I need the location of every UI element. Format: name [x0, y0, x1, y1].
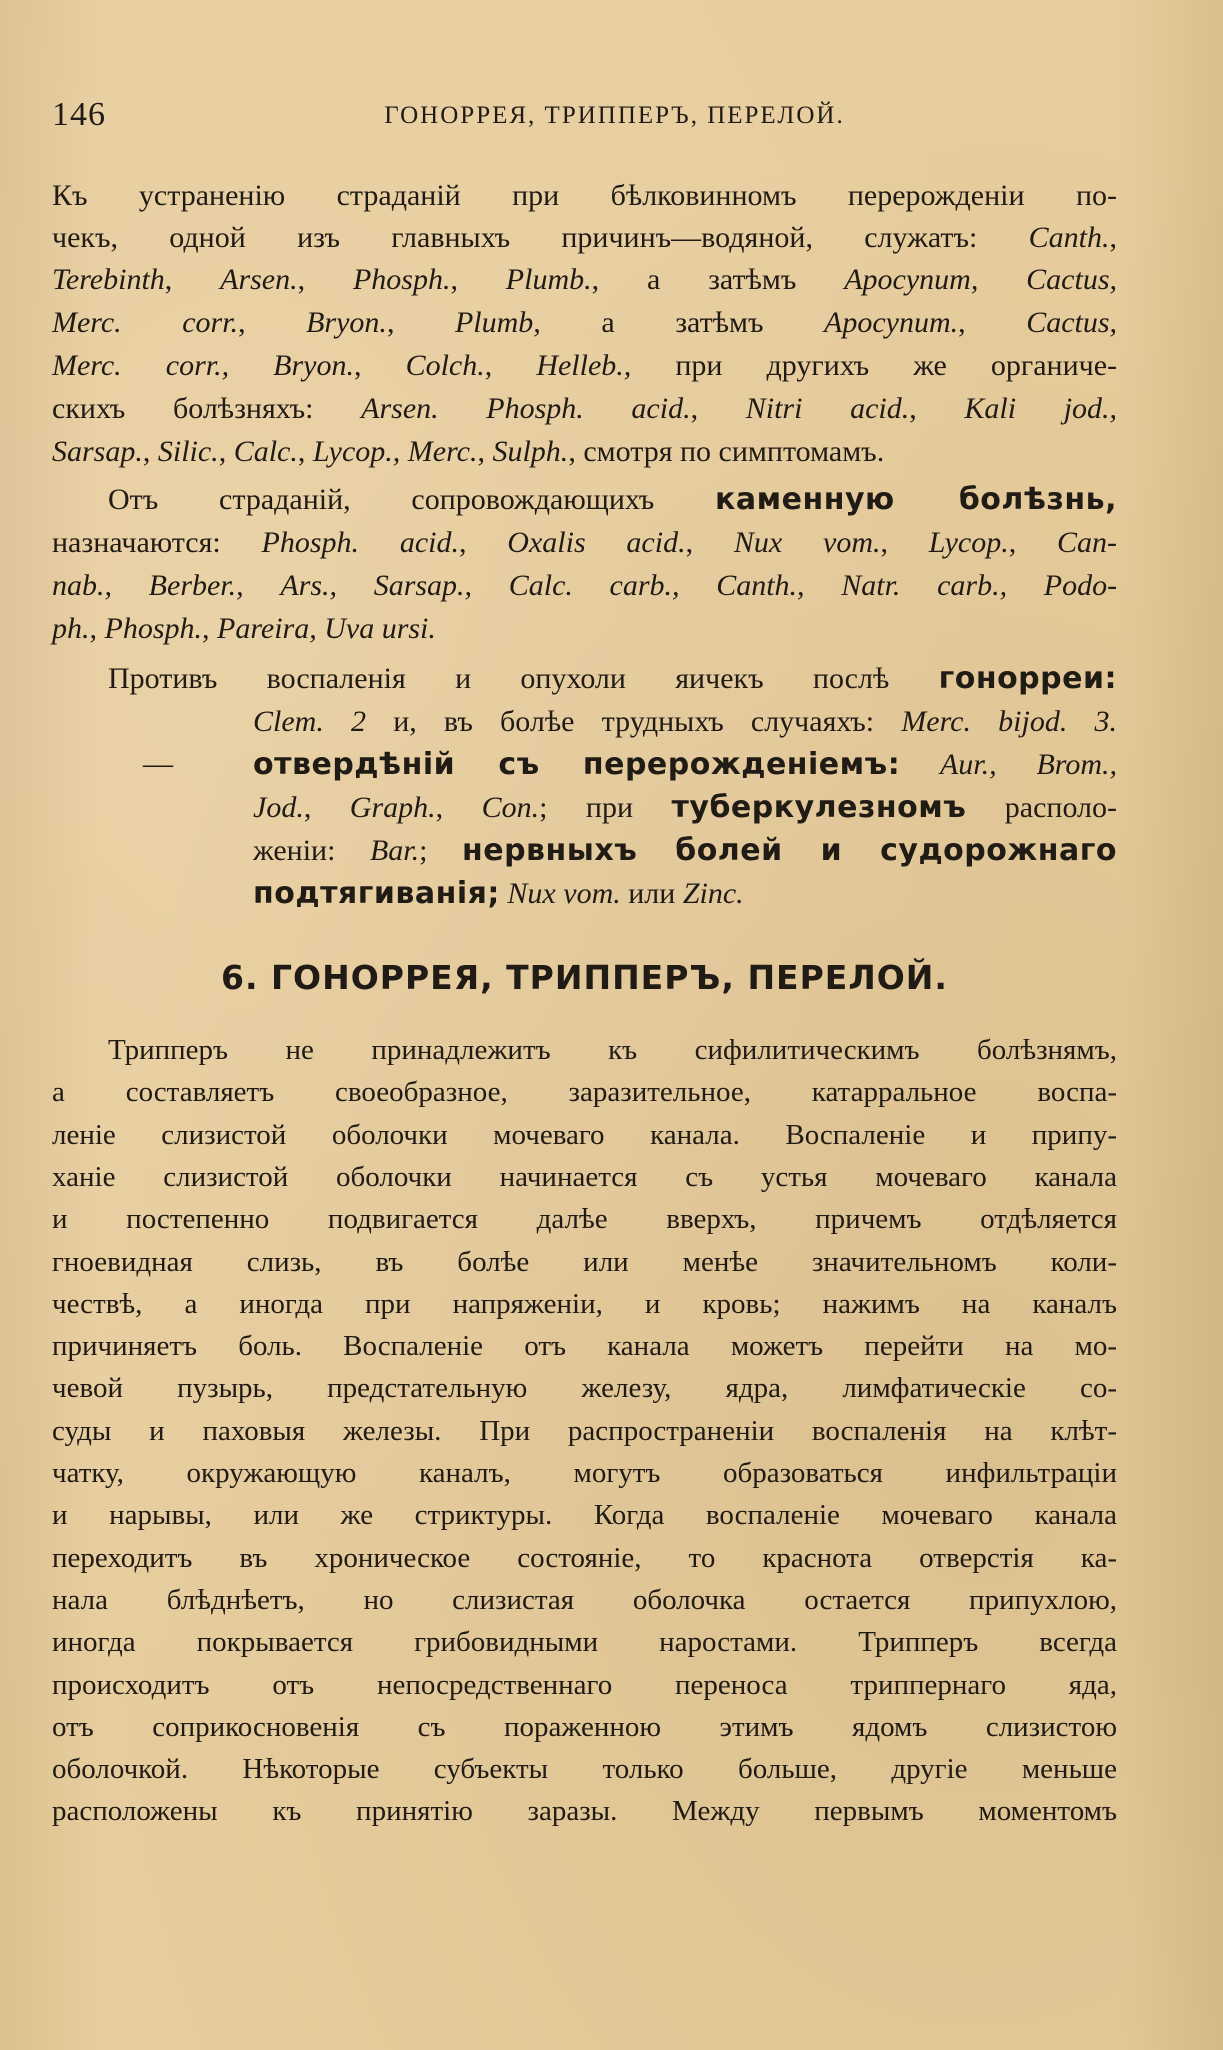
text-line: Отъ страданій, сопровождающихъ каменную болѣзнь, [108, 482, 1117, 517]
text-line: Merc. corr., Bryon., Plumb, а затѣмъ Apocynum., Cactus, [52, 306, 1118, 339]
text-line: чатку, окружающую каналъ, могутъ образоваться инфильтраціи [52, 1457, 1117, 1489]
text-line: чекъ, одной изъ главныхъ причинъ—водяной, служатъ: Canth., [52, 221, 1117, 254]
text-line: причиняетъ боль. Воспаленіе отъ канала можетъ перейти на мо- [52, 1330, 1117, 1363]
text-line: оболочкой. Нѣкоторые субъекты только больше, другіе меньше [52, 1753, 1117, 1786]
text-line: суды и паховыя железы. При распространеніи воспаленія на клѣт- [52, 1414, 1117, 1447]
running-head: ГОНОРРЕЯ, ТРИППЕРЪ, ПЕРЕЛОЙ. [384, 102, 845, 129]
text-line: ханіе слизистой оболочки начинается съ устья мочеваго канала [52, 1160, 1117, 1193]
text-line: подтягиванія; Nux vom. или Zinc. [253, 876, 744, 911]
text-line: а составляетъ своеобразное, заразительное, катарральное воспа- [52, 1076, 1117, 1109]
text-line: нала блѣднѣетъ, но слизистая оболочка остается припухлою, [52, 1583, 1117, 1616]
text-line: Clem. 2 и, въ болѣе трудныхъ случаяхъ: Merc. bijod. 3. [253, 705, 1117, 738]
text-line: иногда покрывается грибовидными наростами. Трипперъ всегда [52, 1626, 1117, 1659]
text-line: ph., Phosph., Pareira, Uva ursi. [52, 612, 436, 645]
text-line: Terebinth, Arsen., Phosph., Plumb., а затѣмъ Apocynum, Cactus, [52, 263, 1117, 296]
section-title: 6. ГОНОРРЕЯ, ТРИППЕРЪ, ПЕРЕЛОЙ. [221, 958, 948, 997]
text-line: назначаются: Phosph. acid., Oxalis acid., Nux vom., Lycop., Can- [52, 526, 1117, 559]
page-number: 146 [52, 96, 106, 133]
text-line: леніе слизистой оболочки мочеваго канала. Воспаленіе и припу- [52, 1118, 1117, 1151]
text-line: расположены къ принятію заразы. Между первымъ моментомъ [52, 1795, 1117, 1828]
text-line: отвердѣній съ перерожденіемъ: Aur., Brom., [253, 747, 1117, 782]
text-line: nab., Berber., Ars., Sarsap., Calc. carb., Canth., Natr. carb., Podo- [52, 569, 1118, 602]
text-line: чествѣ, а иногда при напряженіи, и кровь; нажимъ на каналъ [52, 1287, 1117, 1320]
text-line: гноевидная слизь, въ болѣе или менѣе значительномъ коли- [52, 1245, 1117, 1278]
text-line: скихъ болѣзняхъ: Arsen. Phosph. acid., Nitri acid., Kali jod., [52, 392, 1118, 425]
text-line: переходитъ въ хроническое состояніе, то краснота отверстія ка- [52, 1541, 1117, 1574]
text-line: Противъ воспаленія и опухоли яичекъ послѣ гонорреи: [108, 661, 1117, 696]
text-line: отъ соприкосновенія съ пораженною этимъ ядомъ слизистою [52, 1710, 1117, 1743]
text-line: Трипперъ не принадлежитъ къ сифилитическимъ болѣзнямъ, [108, 1034, 1117, 1066]
em-dash: — [143, 747, 173, 780]
text-line: чевой пузырь, предстательную железу, ядра, лимфатическіе со- [52, 1372, 1117, 1405]
text-line: Sarsap., Silic., Calc., Lycop., Merc., Sulph., смотря по симптомамъ. [52, 435, 885, 468]
text-line: Къ устраненію страданій при бѣлковинномъ перерожденіи по- [52, 179, 1117, 212]
text-line: Jod., Graph., Con.; при туберкулезномъ располо- [253, 790, 1118, 825]
text-line: женіи: Bar.; нервныхъ болей и судорожнаго [253, 833, 1117, 868]
text-line: происходитъ отъ непосредственнаго переноса триппернаго яда, [52, 1668, 1117, 1701]
text-line: и нарывы, или же стриктуры. Когда воспаленіе мочеваго канала [52, 1499, 1117, 1532]
page-header [52, 96, 1117, 140]
text-line: Merc. corr., Bryon., Colch., Helleb., при другихъ же органиче- [52, 349, 1118, 382]
text-line: и постепенно подвигается далѣе вверхъ, причемъ отдѣляется [52, 1203, 1117, 1236]
